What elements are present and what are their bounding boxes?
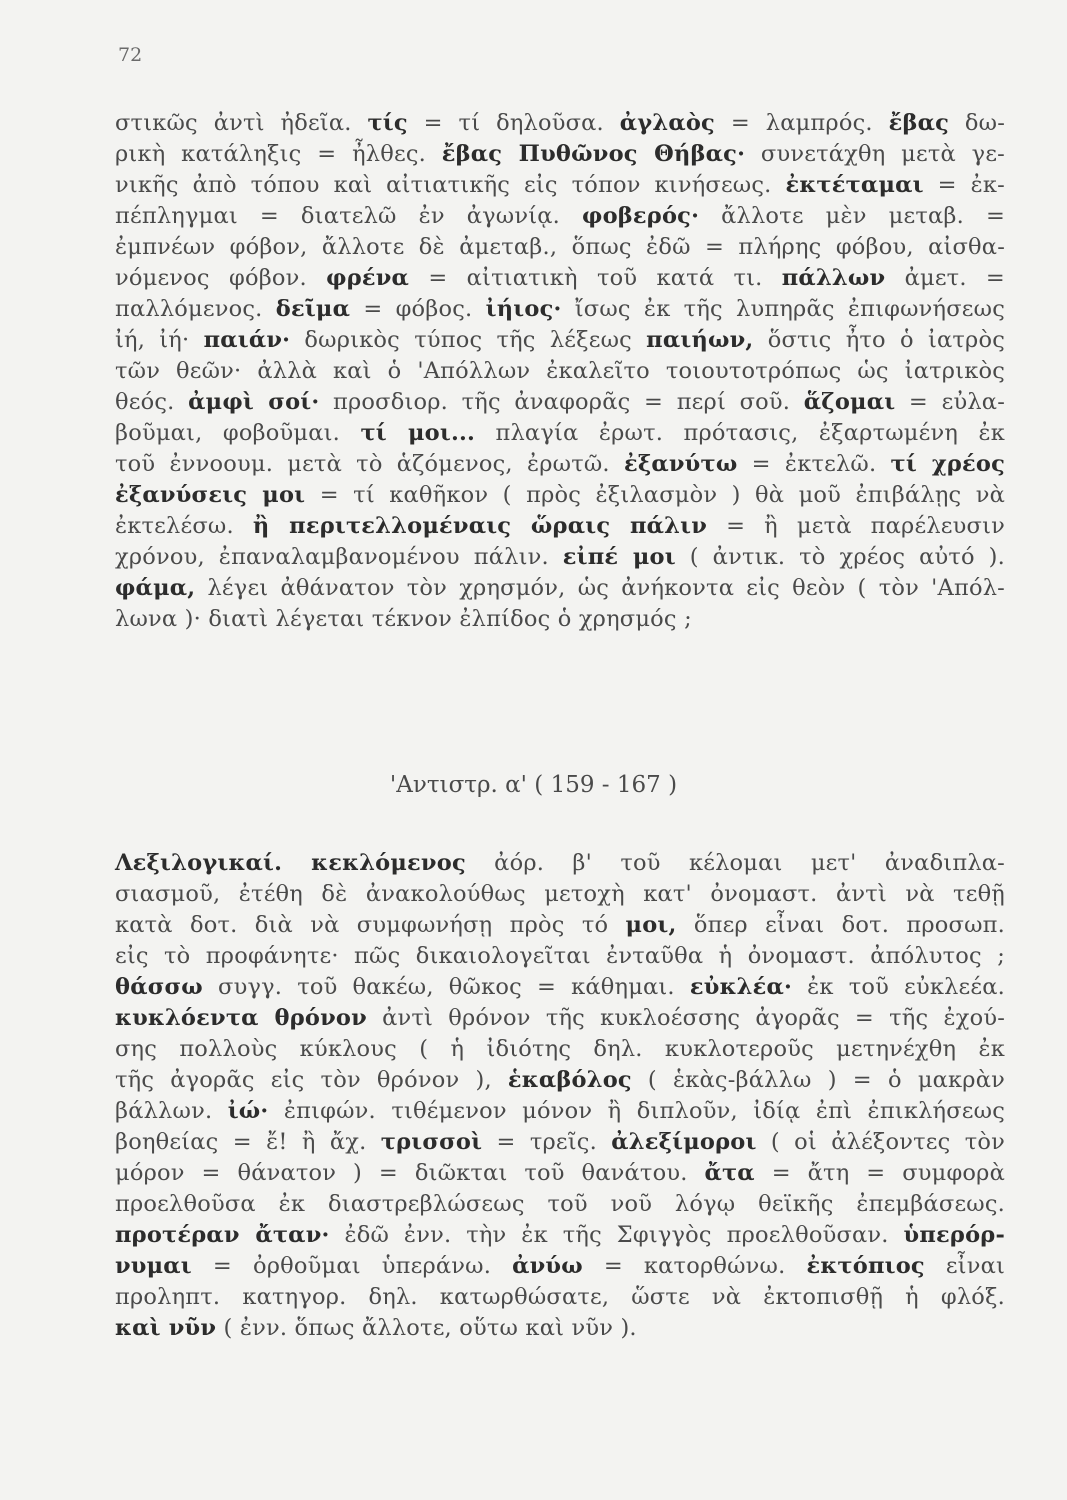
text-run: ( ἑκὰς-βάλλω ) = ὁ μακρὰν	[631, 1067, 1005, 1093]
bold-term: ἐξανύσεις μοι	[115, 482, 306, 508]
bold-term: κυκλόεντα θρόνον	[115, 1005, 367, 1031]
text-run: προελθοῦσα ἐκ διαστρεβλώσεως τοῦ νοῦ λόγῳ θεϊκῆς ἐπεμβάσεως.	[115, 1191, 1005, 1217]
bold-term: ἄτα	[704, 1160, 755, 1186]
bold-term: τρισσοὶ	[380, 1129, 483, 1155]
text-line	[115, 232, 1005, 263]
text-line	[115, 1003, 1005, 1034]
commentary-section-strophe	[115, 108, 1005, 635]
bold-term: ἐξανύτω	[623, 451, 738, 477]
text-run: ἐπιφών. τιθέμενον μόνον ἢ διπλοῦν, ἰδίᾳ ἐπὶ ἐπικλήσεως	[268, 1098, 1005, 1124]
text-line	[115, 1034, 1005, 1065]
text-run: ἐδῶ ἐνν. τὴν ἐκ τῆς Σφιγγὸς προελθοῦσαν.	[329, 1222, 904, 1248]
text-line	[115, 139, 1005, 170]
text-line	[115, 1220, 1005, 1251]
text-run: χρόνου, ἐπαναλαμβανομένου πάλιν.	[115, 544, 563, 570]
text-run: τῆς ἀγορᾶς εἰς τὸν θρόνον ),	[115, 1067, 508, 1093]
text-run: = φόβος.	[350, 296, 486, 322]
bold-term: τίς	[367, 110, 408, 136]
text-line	[115, 201, 1005, 232]
text-run: ἐκ τοῦ εὐκλεέα.	[792, 974, 1006, 1000]
text-run: βοῦμαι, φοβοῦμαι.	[115, 420, 361, 446]
text-run: ἴσως ἐκ τῆς λυπηρᾶς ἐπιφωνήσεως	[561, 296, 1006, 322]
text-line	[115, 294, 1005, 325]
text-run: = ἐκτελῶ.	[737, 451, 891, 477]
text-run: ἰή, ἰή·	[115, 327, 204, 353]
text-line	[115, 263, 1005, 294]
bold-term: ἰήιος·	[485, 296, 562, 322]
bold-term: παιήων,	[646, 327, 754, 353]
text-line	[115, 480, 1005, 511]
text-run: βάλλων.	[115, 1098, 228, 1124]
bold-term: ἐκτέταμαι	[785, 172, 924, 198]
bold-term: ἅζομαι	[803, 389, 896, 415]
text-run: ( ἐνν. ὅπως ἄλλοτε, οὕτω καὶ νῦν ).	[216, 1315, 637, 1341]
text-run: λωνα )· διατὶ λέγεται τέκνον ἐλπίδος ὁ χρησμός ;	[115, 606, 692, 632]
text-line	[115, 1189, 1005, 1220]
text-run: = τί δηλοῦσα.	[407, 110, 620, 136]
bold-term: τί χρέος	[890, 451, 1005, 477]
text-run: ἀμετ. =	[885, 265, 1005, 291]
text-line	[115, 356, 1005, 387]
text-run: δωρικὸς τύπος τῆς λέξεως	[290, 327, 647, 353]
text-line	[115, 910, 1005, 941]
bold-term: εὐκλέα·	[689, 974, 793, 1000]
bold-term: εἰπέ μοι	[562, 544, 676, 570]
text-run: νόμενος φόβον.	[115, 265, 327, 291]
text-line	[115, 848, 1005, 879]
bold-term: Λεξιλογικαί. κεκλόμενος	[115, 850, 466, 876]
text-line	[115, 1158, 1005, 1189]
text-line	[115, 573, 1005, 604]
text-run: θεός.	[115, 389, 189, 415]
text-run: = ἢ μετὰ παρέλευσιν	[707, 513, 1005, 539]
text-run: προσδιορ. τῆς ἀναφορᾶς = περί σοῦ.	[319, 389, 804, 415]
text-line	[115, 1065, 1005, 1096]
text-run: = εὐλα-	[895, 389, 1006, 415]
text-line	[115, 542, 1005, 573]
text-run: τοῦ ἐννοουμ. μετὰ τὸ ἁζόμενος, ἐρωτῶ.	[115, 451, 624, 477]
bold-term: ἰώ·	[227, 1098, 269, 1124]
text-line	[115, 418, 1005, 449]
text-line	[115, 879, 1005, 910]
text-run: ἀόρ. β' τοῦ κέλομαι μετ' ἀναδιπλα-	[465, 850, 1005, 876]
bold-term: παιάν·	[203, 327, 291, 353]
text-line	[115, 1282, 1005, 1313]
text-run: = τρεῖς.	[482, 1129, 612, 1155]
text-run: συγγ. τοῦ θακέω, θῶκος = κάθημαι.	[202, 974, 690, 1000]
text-line	[115, 1127, 1005, 1158]
text-line	[115, 449, 1005, 480]
text-run: σης πολλοὺς κύκλους ( ἡ ἰδιότης δηλ. κυκλοτεροῦς μετηνέχθη ἐκ	[115, 1036, 1005, 1062]
bold-term: νυμαι	[115, 1253, 192, 1279]
bold-term: ἐκτόπιος	[806, 1253, 925, 1279]
text-line	[115, 1251, 1005, 1282]
text-run: μόρον = θάνατον ) = διῶκται τοῦ θανάτου.	[115, 1160, 705, 1186]
text-run: συνετάχθη μετὰ γε-	[745, 141, 1005, 167]
text-run: ( ἀντικ. τὸ χρέος αὐτό ).	[675, 544, 1005, 570]
text-line	[115, 511, 1005, 542]
bold-term: ἀνύω	[512, 1253, 583, 1279]
text-run: σιασμοῦ, ἐτέθη δὲ ἀνακολούθως μετοχὴ κατ' ὀνομαστ. ἀντὶ νὰ τεθῇ	[115, 881, 1005, 907]
text-run: ρικὴ κατάληξις = ἦλθες.	[115, 141, 442, 167]
text-run: στικῶς ἀντὶ ἠδεῖα.	[115, 110, 368, 136]
bold-term: πάλλων	[781, 265, 886, 291]
bold-term: ἔβας	[888, 110, 950, 136]
text-run: παλλόμενος.	[115, 296, 276, 322]
bold-term: δεῖμα	[275, 296, 351, 322]
bold-term: καὶ νῦν	[115, 1315, 217, 1341]
text-line	[115, 387, 1005, 418]
text-run: = ἄτη = συμφορὰ	[754, 1160, 1005, 1186]
text-line	[115, 972, 1005, 1003]
text-run: εἶναι	[924, 1253, 1005, 1279]
text-run: ἄλλοτε μὲν μεταβ. =	[699, 203, 1006, 229]
bold-term: ἑκαβόλος	[507, 1067, 632, 1093]
text-run: ( οἱ ἀλέξοντες τὸν	[756, 1129, 1006, 1155]
text-run: κατὰ δοτ. διὰ νὰ συμφωνήσῃ πρὸς τό	[115, 912, 626, 938]
text-run: προληπτ. κατηγορ. δηλ. κατωρθώσατε, ὥστε νὰ ἐκτοπισθῇ ἡ φλόξ.	[115, 1284, 1005, 1310]
text-line	[115, 108, 1005, 139]
bold-term: μοι,	[625, 912, 677, 938]
bold-term: προτέραν ἄταν·	[115, 1222, 330, 1248]
text-run: ἐμπνέων φόβον, ἄλλοτε δὲ ἀμεταβ., ὅπως ἐδῶ = πλήρης φόβου, αἰσθα-	[115, 234, 1005, 260]
section-heading-antistrophe: 'Αντιστρ. α' ( 159 - 167 )	[389, 772, 678, 798]
text-line	[115, 604, 1005, 635]
text-run: = τί καθῆκον ( πρὸς ἐξιλασμὸν ) θὰ μοῦ ἐπιβάλῃς νὰ	[305, 482, 1006, 508]
text-run: ἀντὶ θρόνον τῆς κυκλοέσσης ἀγορᾶς = τῆς ἐχού-	[366, 1005, 1005, 1031]
bold-term: φρένα	[326, 265, 410, 291]
text-line	[115, 1313, 1005, 1344]
text-run: τῶν θεῶν· ἀλλὰ καὶ ὁ 'Απόλλων ἐκαλεῖτο τοιουτοτρόπως ὡς ἰατρικὸς	[115, 358, 1005, 384]
commentary-section-antistrophe	[115, 848, 1005, 1344]
bold-term: ἀμφὶ σοί·	[188, 389, 320, 415]
bold-term: φάμα,	[115, 575, 196, 601]
text-run: βοηθείας = ἔ! ἢ ἄχ.	[115, 1129, 381, 1155]
bold-term: τί μοι...	[360, 420, 476, 446]
text-line	[115, 325, 1005, 356]
text-line	[115, 941, 1005, 972]
text-run: εἰς τὸ προφάνητε· πῶς δικαιολογεῖται ἐνταῦθα ἡ ὀνομαστ. ἀπόλυτος ;	[115, 943, 1005, 969]
text-run: πλαγία ἐρωτ. πρότασις, ἐξαρτωμένη ἐκ	[475, 420, 1005, 446]
text-run: λέγει ἀθάνατον τὸν χρησμόν, ὡς ἀνήκοντα εἰς θεὸν ( τὸν 'Απόλ-	[195, 575, 1005, 601]
bold-term: ὑπερόρ-	[903, 1222, 1005, 1248]
text-run: πέπληγμαι = διατελῶ ἐν ἀγωνίᾳ.	[115, 203, 583, 229]
text-run: = κατορθώνω.	[582, 1253, 807, 1279]
text-line	[115, 1096, 1005, 1127]
bold-term: φοβερός·	[582, 203, 700, 229]
page-number: 72	[118, 44, 143, 66]
text-run: = ὀρθοῦμαι ὑπεράνω.	[191, 1253, 513, 1279]
text-run: ἐκτελέσω.	[115, 513, 253, 539]
bold-term: θάσσω	[115, 974, 203, 1000]
text-run: νικῆς ἀπὸ τόπου καὶ αἰτιατικῆς εἰς τόπον κινήσεως.	[115, 172, 786, 198]
text-run: = λαμπρός.	[714, 110, 889, 136]
text-run: ὅστις ἦτο ὁ ἰατρὸς	[753, 327, 1005, 353]
bold-term: ἀλεξίμοροι	[611, 1129, 757, 1155]
text-line	[115, 170, 1005, 201]
text-run: ὅπερ εἶναι δοτ. προσωπ.	[676, 912, 1005, 938]
bold-term: ἔβας Πυθῶνος Θήβας·	[441, 141, 746, 167]
text-run: = αἰτιατικὴ τοῦ κατά τι.	[409, 265, 782, 291]
text-run: = ἐκ-	[923, 172, 1005, 198]
text-run: δω-	[949, 110, 1006, 136]
bold-term: ἢ περιτελλομέναις ὥραις πάλιν	[252, 513, 708, 539]
bold-term: ἀγλαὸς	[619, 110, 715, 136]
